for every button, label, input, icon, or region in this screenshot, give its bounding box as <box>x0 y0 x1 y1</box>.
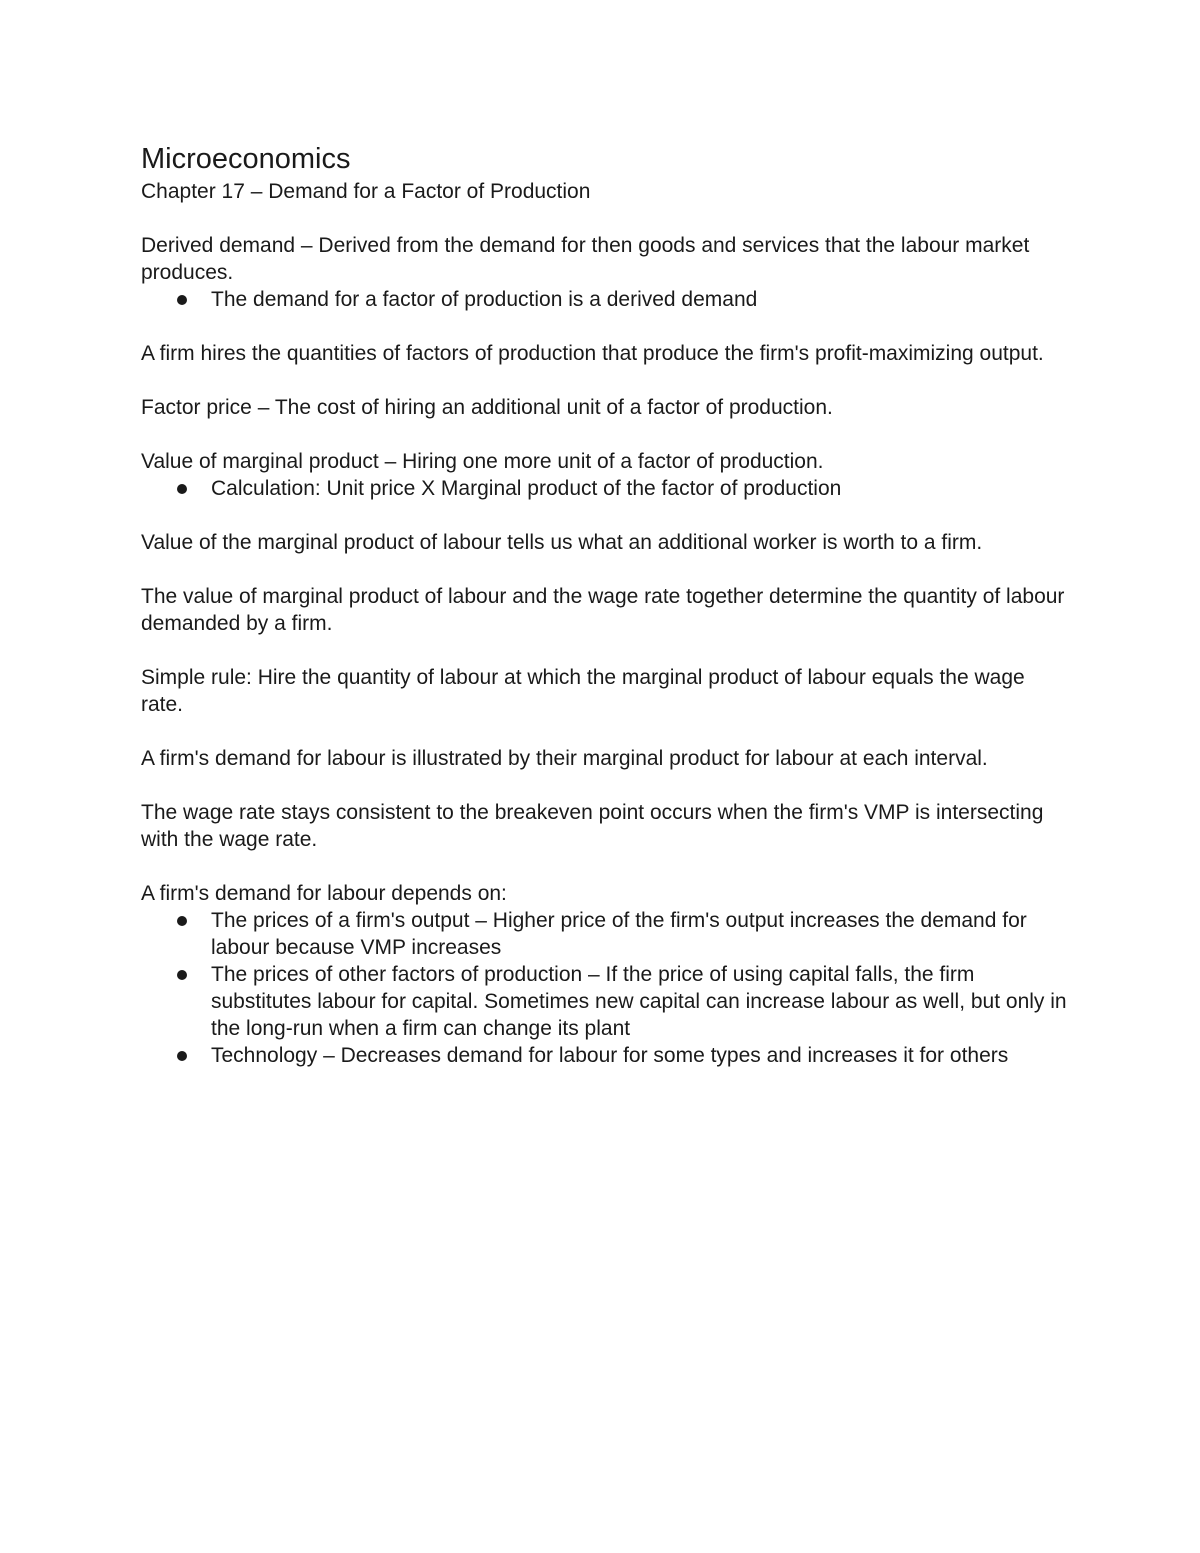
bullet-list-depends-on <box>141 907 1071 1069</box>
bullet-icon <box>177 295 187 305</box>
paragraph-depends-on: A firm's demand for labour depends on: <box>141 882 507 905</box>
chapter-heading: Chapter 17 – Demand for a Factor of Production <box>141 180 591 203</box>
paragraph-factor-price: Factor price – The cost of hiring an additional unit of a factor of production. <box>141 396 833 419</box>
paragraph-derived-demand: Derived demand – Derived from the demand for then goods and services that the labour market produces. <box>141 234 1030 284</box>
bullet-icon <box>177 484 187 494</box>
list-item: Technology – Decreases demand for labour for some types and increases it for others <box>211 1042 1071 1069</box>
paragraph-simple-rule: Simple rule: Hire the quantity of labour at which the marginal product of labour equals the wage rate. <box>141 666 1025 716</box>
paragraph-breakeven: The wage rate stays consistent to the breakeven point occurs when the firm's VMP is intersecting with the wage rate. <box>141 801 1044 851</box>
paragraph-vmp-labour: Value of the marginal product of labour tells us what an additional worker is worth to a firm. <box>141 531 983 554</box>
bullet-icon <box>177 1051 187 1061</box>
list-item: Calculation: Unit price X Marginal product of the factor of production <box>211 475 1071 502</box>
list-item: The prices of other factors of production – If the price of using capital falls, the firm substitutes labour for capital. Sometimes new capital can increase labour as well, but only in the long-run when a firm can change its plant <box>211 961 1071 1042</box>
list-item: The demand for a factor of production is a derived demand <box>211 286 1071 313</box>
bullet-icon <box>177 970 187 980</box>
paragraph-firm-hires: A firm hires the quantities of factors of production that produce the firm's profit-maximizing output. <box>141 342 1044 365</box>
bullet-list-calculation <box>141 475 1071 502</box>
paragraph-value-marginal-product: Value of marginal product – Hiring one more unit of a factor of production. <box>141 450 824 473</box>
paragraph-demand-illustrated: A firm's demand for labour is illustrated by their marginal product for labour at each interval. <box>141 747 988 770</box>
bullet-list-derived-demand <box>141 286 1071 313</box>
list-item: The prices of a firm's output – Higher price of the firm's output increases the demand for labour because VMP increases <box>211 907 1071 961</box>
document-page <box>141 140 1071 1069</box>
document-title: Microeconomics <box>141 143 351 175</box>
bullet-icon <box>177 916 187 926</box>
paragraph-vmp-wage-rate: The value of marginal product of labour and the wage rate together determine the quantity of labour demanded by a firm. <box>141 585 1065 635</box>
